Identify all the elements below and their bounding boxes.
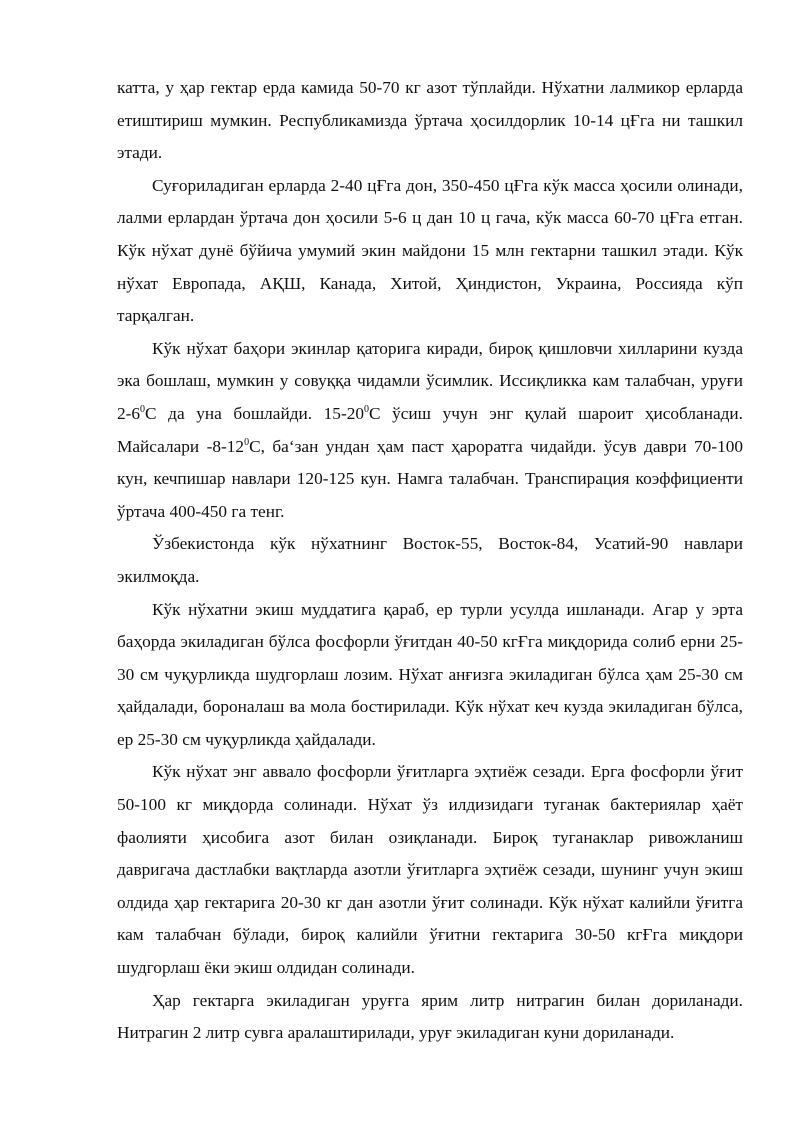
paragraph-text: Кўк нўхатни экиш муддатига қараб, ер турли усулда ишланади. Агар у эрта баҳорда экиладиган бўлса фосфорли ўғитдан 40-50 кгҒга миқдорида солиб ерни 25-30 см чуқурликда шудгорлаш лозим. Нўхат анғизга экиладиган бўлса ҳам 25-30 см ҳайдалади, бороналаш ва мола бостирилади. Кўк нўхат кеч кузда экиладиган бўлса, ер 25-30 см чуқурликда ҳайдалади. [117, 599, 743, 749]
paragraph [117, 170, 743, 333]
document-page [117, 72, 743, 1050]
paragraph [117, 594, 743, 757]
paragraph-text: Ҳар гектарга экиладиган уруғга ярим литр нитрагин билан дориланади. Нитрагин 2 литр сувга аралаштирилади, уруғ экиладиган куни дориланади. [117, 990, 743, 1043]
paragraph-text: Ўзбекистонда кўк нўхатнинг Восток-55, Восток-84, Усатий-90 навлари экилмоқда. [117, 534, 743, 586]
paragraph [117, 756, 743, 984]
paragraph [117, 333, 743, 529]
superscript-degree: 0 [363, 404, 369, 416]
paragraph-text: Суғориладиган ерларда 2-40 цҒга дон, 350-450 цҒга кўк масса ҳосили олинади, лалми ерлардан ўртача дон ҳосили 5-6 ц дан 10 ц гача, кўк масса 60-70 цҒга етган. Кўк нўхат дунё бўйича умумий экин майдони 15 млн гектарни ташкил этади. Кўк нўхат Европада, АҚШ, Канада, Хитой, Ҳиндистон, Украина, Россияда кўп тарқалган. [117, 175, 743, 326]
paragraph-text: Кўк нўхат баҳори экинлар қаторига киради, бироқ қишловчи хилларини кузда эка бошлаш, мумкин у совуққа чидамли ўсимлик. Иссиқликка кам талабчан, уруғи 2-6 [117, 338, 743, 423]
paragraph-text: Кўк нўхат энг аввало фосфорли ўғитларга эҳтиёж сезади. Ерга фосфорли ўғит 50-100 кг миқдорда солинади. Нўхат ўз илдизидаги туганак бактериялар ҳаёт фаолияти ҳисобига азот билан озиқланади. Бироқ туганаклар ривожланиш давригача дастлабки вақтларда азотли ўғитларга эҳтиёж сезади, шунинг учун экиш олдида ҳар гектарига 20-30 кг дан азотли ўғит солинади. Кўк нўхат калийли ўғитга кам талабчан бўлади, бироқ калийли ўғитни гектарига 30-50 кгҒга миқдори шудгорлаш ёки экиш олдидан солинади. [117, 762, 743, 978]
paragraph [117, 985, 743, 1050]
paragraph [117, 72, 743, 170]
superscript-degree: 0 [140, 404, 146, 416]
paragraph-text: С да уна бошлайди. 15-20 [145, 403, 364, 423]
paragraph-text: катта, у ҳар гектар ерда камида 50-70 кг азот тўплайди. Нўхатни лалмикор ерларда етиштириш мумкин. Республикамизда ўртача ҳосилдорлик 10-14 цҒга ни ташкил этади. [117, 78, 743, 163]
paragraph-text: С, ба‘зан ундан ҳам паст ҳароратга чидайди. ўсув даври 70-100 кун, кечпишар навлари 120-125 кун. Намга талабчан. Транспирация коэффициенти ўртача 400-450 га тенг. [117, 436, 743, 521]
superscript-degree: 0 [244, 436, 250, 448]
paragraph [117, 528, 743, 593]
paragraph-text: С ўсиш учун энг қулай шароит ҳисобланади. Майсалари -8-12 [117, 403, 743, 456]
